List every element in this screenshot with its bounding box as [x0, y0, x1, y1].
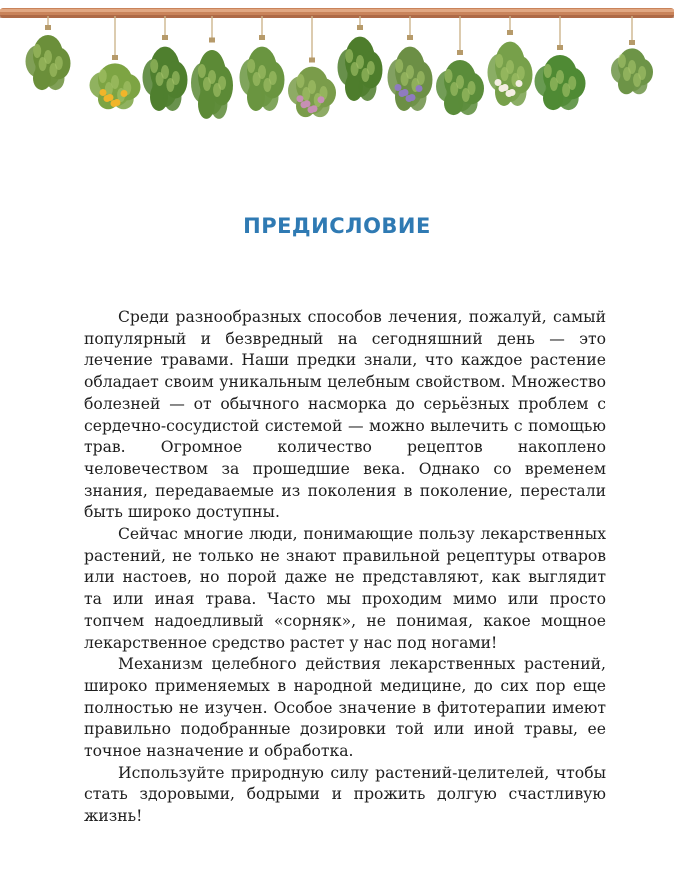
- hanging-herbs-illustration: [0, 0, 674, 190]
- herb-bundle-icon: [143, 16, 188, 111]
- paragraph-3: Механизм целебного действия лекарственных растений, широко применяемых в народной медицине, до сих пор еще полностью не изучен. Особое значение в фитотерапии имеют правильно подобранные дозировки той или иной травы, ее точное назначение и обработка.: [84, 655, 606, 761]
- herb-bundle-icon: [338, 16, 383, 101]
- herb-bundle-icon: [388, 16, 433, 111]
- herb-bundle-icon: [288, 16, 336, 117]
- herb-bundle-icon: [611, 16, 653, 94]
- herb-bundle-icon: [488, 16, 533, 106]
- paragraph-1: Среди разнообразных способов лечения, пожалуй, самый популярный и безвредный на сегодняшний день — это лечение травами. Наши предки знали, что каждое растение обладает своим уникальным целебным свойством. Множество болезней — от обычного насморка до серьёзных проблем с сердечно-сосудистой системой — можно вылечить с помощью трав. Огромное количество рецептов накоплено человечеством за прошедшие века. Однако со временем знания, передаваемые из поколения в поколение, перестали быть широко доступны.: [84, 308, 606, 522]
- preface-text: [84, 307, 606, 828]
- herb-bundle-icon: [535, 16, 586, 110]
- paragraph-4: Используйте природную силу растений-целителей, чтобы стать здоровыми, бодрыми и прожить долгую счастливую жизнь!: [84, 763, 606, 826]
- herb-bundle-icon: [240, 16, 285, 111]
- page-title: ПРЕДИСЛОВИЕ: [243, 214, 431, 238]
- herb-bundle-icon: [191, 16, 233, 119]
- herb-bundle-icon: [436, 16, 484, 115]
- herb-bundle-icon: [90, 16, 141, 109]
- paragraph-2: Сейчас многие люди, понимающие пользу лекарственных растений, не только не знают правильной рецептуры отваров или настоев, но порой даже не представляют, как выглядит та или иная трава. Часто мы проходим мимо или просто топчем надоедливый «сорняк», не понимая, какое мощное лекарственное средство растет у нас под ногами!: [84, 525, 606, 652]
- herb-bundle-icon: [26, 16, 71, 90]
